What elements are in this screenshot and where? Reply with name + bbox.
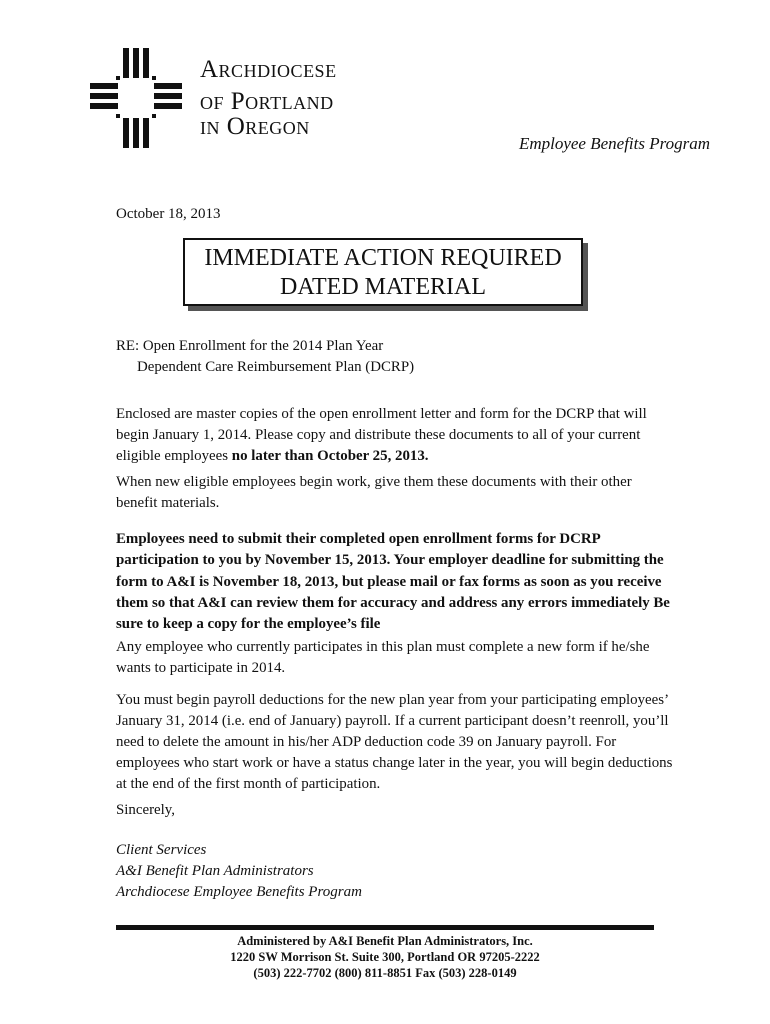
paragraph-enclosed-text: Enclosed are master copies of the open enrollment letter and form for the DCRP that will begin January 1, 2014. Please copy and distribute these documents to all of your current eligible employees: [116, 406, 647, 464]
footer-administrator: Administered by A&I Benefit Plan Administrators, Inc.: [237, 934, 533, 948]
footer-divider: [116, 925, 654, 930]
subject-plan-line: Dependent Care Reimbursement Plan (DCRP): [137, 359, 415, 375]
signature-line2: A&I Benefit Plan Administrators: [116, 863, 314, 879]
archdiocese-logo-icon: [86, 46, 186, 150]
signature-line3: Archdiocese Employee Benefits Program: [116, 884, 362, 900]
paragraph-enclosed: [116, 404, 676, 467]
footer: [116, 933, 654, 981]
paragraph-new-employees: When new eligible employees begin work, give them these documents with their other benefit materials.: [116, 474, 632, 511]
org-name-line3: in Oregon: [200, 113, 310, 140]
program-tagline: Employee Benefits Program: [518, 134, 710, 153]
action-box-line2: DATED MATERIAL: [280, 274, 486, 300]
letter-date: October 18, 2013: [116, 206, 221, 222]
footer-address: 1220 SW Morrison St. Suite 300, Portland OR 97205-2222: [230, 950, 540, 964]
subject-line: RE: Open Enrollment for the 2014 Plan Year: [116, 338, 384, 354]
deadline-emphasis: no later than October 25, 2013.: [231, 448, 429, 464]
action-required-box: [183, 238, 583, 306]
footer-phone-fax: (503) 222-7702 (800) 811-8851 Fax (503) 228-0149: [253, 966, 517, 980]
paragraph-payroll-deductions: You must begin payroll deductions for the new plan year from your participating employees’ January 31, 2014 (i.e. end of January) payroll. If a current participant doesn’t reenroll, you’ll need to delete the amount in his/her ADP deduction code 39 on January payroll. For employees who start work or have a status change later in the year, you will begin deductions at the end of the first month of participation.: [116, 692, 673, 792]
signature-line1: Client Services: [116, 842, 207, 858]
closing: Sincerely,: [116, 802, 175, 818]
paragraph-submission-deadlines: Employees need to submit their completed open enrollment forms for DCRP participation to you by November 15, 2013. Your employer deadline for submitting the form to A&I is November 18, 2013, but please mail or fax forms as soon as you receive them so that A&I can review them for accuracy and address any errors immediately Be sure to keep a copy for the employee’s file: [116, 531, 670, 633]
paragraph-current-participants: Any employee who currently participates in this plan must complete a new form if he/she wants to participate in 2014.: [116, 639, 650, 676]
org-name-line1: Archdiocese: [200, 56, 337, 83]
action-box-line1: IMMEDIATE ACTION REQUIRED: [204, 245, 562, 271]
org-name-line2: of Portland: [200, 88, 334, 115]
